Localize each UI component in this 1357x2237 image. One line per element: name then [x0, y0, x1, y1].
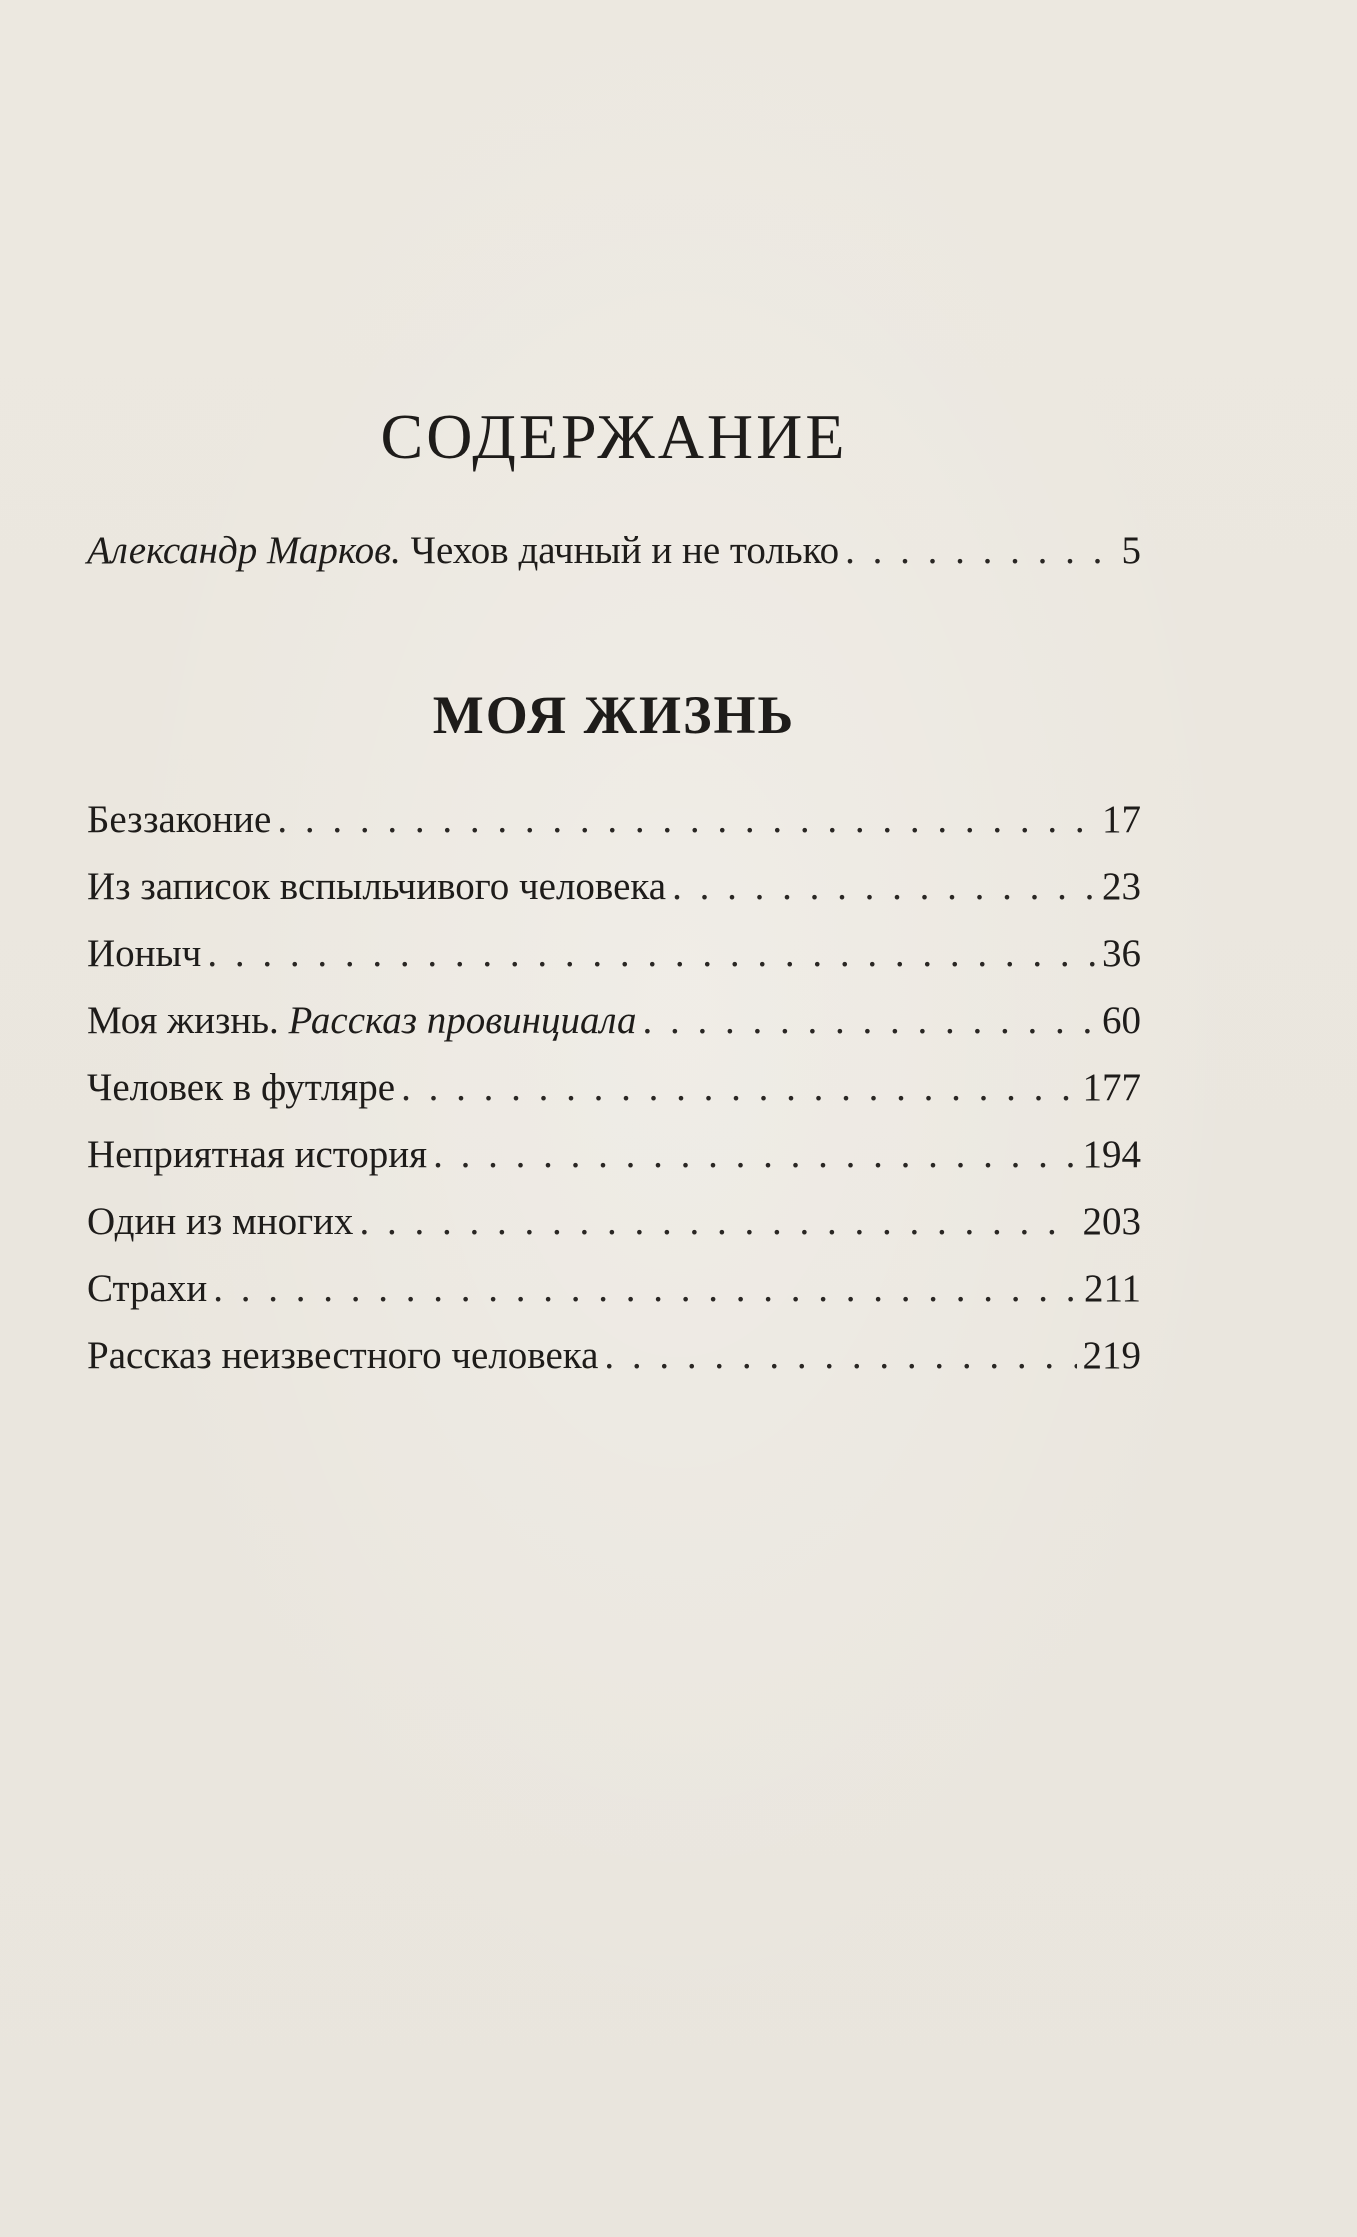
- leader-dots: [401, 1068, 1076, 1107]
- toc-entry-intro: [87, 531, 1141, 570]
- entry-title-text: Из записок вспыльчивого человека: [87, 865, 667, 908]
- leader-dots: [433, 1135, 1076, 1174]
- entry-title-text: Беззаконие: [87, 798, 272, 841]
- leader-dots: [672, 867, 1096, 906]
- entry-title-text: Человек в футляре: [87, 1066, 396, 1109]
- entry-page-number: 219: [1082, 1334, 1141, 1377]
- toc-entry: [87, 1269, 1141, 1308]
- leader-dots: [213, 1269, 1078, 1308]
- entry-title: [87, 934, 201, 973]
- entry-title-text: Неприятная история: [87, 1133, 428, 1176]
- toc-entry-list: [87, 800, 1141, 1375]
- entry-title: [87, 1001, 637, 1040]
- entry-title: [87, 800, 271, 839]
- entry-page-number: 211: [1083, 1267, 1141, 1310]
- toc-entry: [87, 1001, 1141, 1040]
- leader-dots: [643, 1001, 1097, 1040]
- entry-page-number: 17: [1102, 798, 1141, 841]
- entry-page-number: 177: [1082, 1066, 1141, 1109]
- entry-page-number: 23: [1102, 865, 1141, 908]
- entry-title-text: Чехов дачный и не только: [400, 529, 840, 572]
- entry-page-number: 194: [1082, 1133, 1141, 1176]
- toc-entry: [87, 1202, 1141, 1241]
- entry-title: [87, 1135, 427, 1174]
- entry-page-number: 5: [1121, 529, 1141, 572]
- table-of-contents: [87, 401, 1141, 1403]
- entry-title-text: Ионыч: [87, 932, 202, 975]
- section-heading: МОЯ ЖИЗНЬ: [432, 685, 796, 745]
- entry-title-text: Страхи: [87, 1267, 208, 1310]
- leader-dots: [845, 531, 1115, 570]
- entry-page-number: 203: [1082, 1200, 1141, 1243]
- entry-subtitle: Рассказ провинциала: [288, 999, 637, 1042]
- entry-title: [87, 531, 839, 570]
- entry-author: Александр Марков.: [87, 529, 401, 572]
- toc-entry: [87, 1336, 1141, 1375]
- entry-page-number: 60: [1102, 999, 1141, 1042]
- entry-title: [87, 1068, 395, 1107]
- entry-title: [87, 867, 666, 906]
- entry-title: [87, 1336, 598, 1375]
- toc-entry: [87, 1068, 1141, 1107]
- entry-title: [87, 1202, 353, 1241]
- entry-title: [87, 1269, 207, 1308]
- leader-dots: [277, 800, 1096, 839]
- toc-entry: [87, 867, 1141, 906]
- entry-title-text: Рассказ неизвестного человека: [87, 1334, 599, 1377]
- entry-title-text: Один из многих: [87, 1200, 354, 1243]
- entry-title-text: Моя жизнь.: [87, 999, 289, 1042]
- leader-dots: [604, 1336, 1076, 1375]
- leader-dots: [359, 1202, 1076, 1241]
- toc-entry: [87, 1135, 1141, 1174]
- toc-entry: [87, 934, 1141, 973]
- toc-entry: [87, 800, 1141, 839]
- entry-page-number: 36: [1102, 932, 1141, 975]
- contents-heading: СОДЕРЖАНИЕ: [380, 401, 848, 472]
- leader-dots: [207, 934, 1096, 973]
